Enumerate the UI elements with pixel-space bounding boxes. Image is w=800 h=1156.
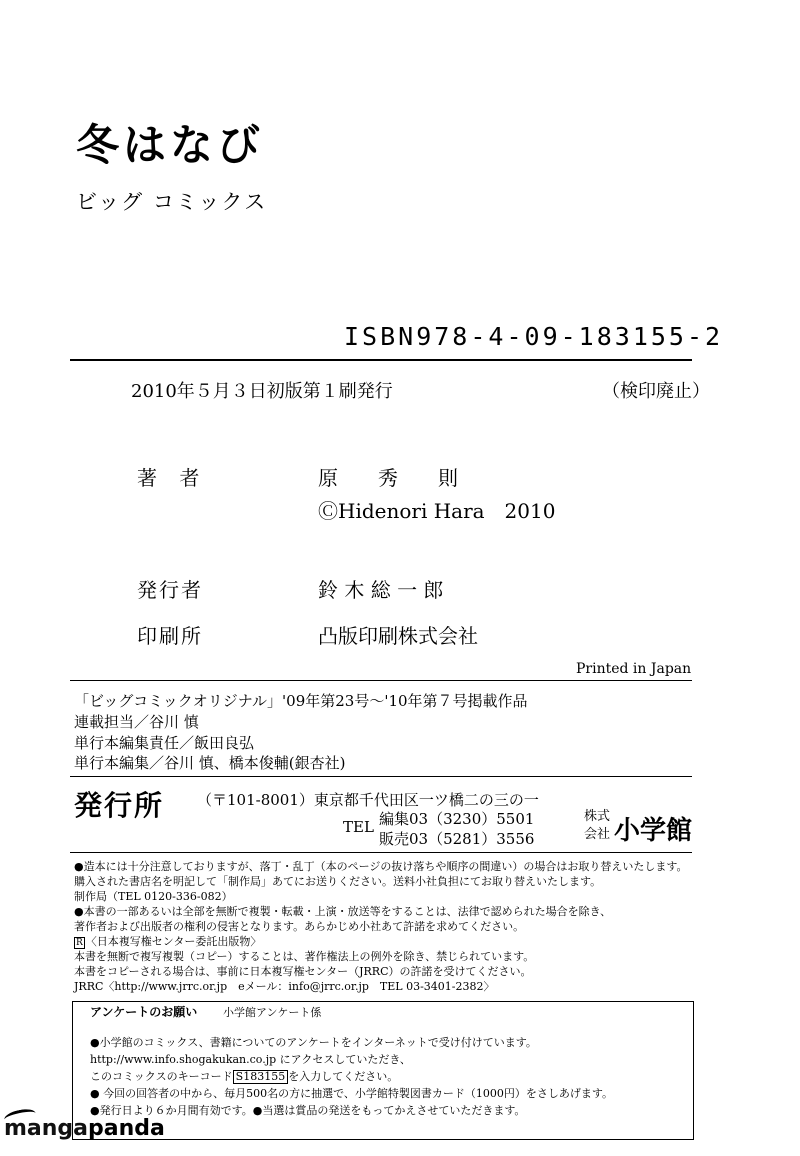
company-kind: [584, 808, 610, 844]
notice-line-3: 制作局（TEL 0120-336-082）: [74, 890, 233, 903]
company-kind-line2: 会社: [584, 827, 611, 842]
survey-department: 小学館アンケート係: [223, 1006, 322, 1019]
tel-label: TEL: [343, 818, 374, 836]
publisher-person-name: 鈴 木 総 一 郎: [318, 578, 444, 602]
watermark-logo: [4, 1116, 165, 1141]
watermark-part-1: manga: [4, 1116, 89, 1141]
notice-line-6-text: 〈日本複写権センター委託出版物〉: [85, 935, 262, 948]
seal-note: （検印廃止）: [602, 381, 710, 402]
tel-sales: 販売03（5281）3556: [379, 830, 535, 848]
first-edition-date: 2010年５月３日初版第１刷発行: [131, 381, 393, 402]
company-kind-line1: 株式: [584, 809, 611, 824]
publisher-address: （〒101-8001）東京都千代田区一ツ橋二の三の一: [197, 791, 539, 809]
notice-line-2: 購入された書店名を明記して「制作局」あてにお送りください。送料小社負担にてお取り替えいたします。: [74, 875, 602, 888]
notice-line-9: JRRC〈http://www.jrrc.or.jp eメール：info@jrrc.or.jp TEL 03-3401-2382〉: [74, 980, 495, 993]
publisher-rule: [70, 776, 692, 777]
survey-line-4: ● 今回の回答者の中から、毎月500名の方に抽選で、小学館特製図書カード（1000円）をさしあげます。: [90, 1087, 613, 1100]
notice-line-7: 本書を無断で複写複製（コピー）することは、著作権法上の例外を除き、禁じられています。: [74, 950, 535, 963]
watermark-part-2: panda: [88, 1116, 165, 1141]
notice-line-1: ●造本には十分注意しておりますが、落丁・乱丁（本のページの抜け落ちや順序の間違い）の場合はお取り替えいたします。: [74, 860, 688, 873]
notices-rule: [70, 852, 692, 853]
company-name: 小学館: [614, 816, 693, 846]
credit-line-book-editors: 単行本編集／谷川 慎、橋本俊輔(銀杏社): [74, 754, 346, 772]
credit-line-chief-editor: 単行本編集責任／飯田良弘: [74, 734, 255, 752]
survey-line-3-after: を入力してください。: [288, 1070, 399, 1083]
survey-line-3: [90, 1068, 398, 1084]
survey-line-1: ●小学館のコミックス、書籍についてのアンケートをインターネットで受け付けています。: [90, 1036, 537, 1049]
series-name: ビッグ コミックス: [76, 190, 268, 214]
survey-heading: アンケートのお願い: [90, 1005, 198, 1019]
credits-rule-top: [70, 680, 692, 681]
printer-name: 凸版印刷株式会社: [318, 624, 478, 648]
notice-line-4: ●本書の一部あるいは全部を無断で複製・転載・上演・放送等をすることは、法律で認められた場合を除き、: [74, 905, 612, 918]
book-title: 冬はなび: [76, 121, 264, 171]
printer-label: 印刷所: [137, 624, 203, 648]
isbn-number: ISBN978-4-09-183155-2: [344, 322, 724, 351]
survey-key-code: S183155: [233, 1070, 289, 1084]
isbn-rule: [70, 359, 692, 361]
printed-in-japan: Printed in Japan: [576, 661, 692, 677]
author-name: 原 秀 則: [318, 466, 458, 490]
publisher-person-label: 発行者: [137, 578, 203, 602]
survey-line-5: ●発行日より６か月間有効です。●当選は賞品の発送をもってかえさせていただきます。: [90, 1104, 526, 1117]
survey-line-3-before: このコミックスのキーコード: [90, 1070, 233, 1083]
publisher-label: 発行所: [74, 789, 165, 822]
copyright-line: ⒸHidenori Hara 2010: [318, 499, 556, 523]
survey-line-2: http://www.info.shogakukan.co.jp にアクセスしていただき、: [90, 1053, 411, 1066]
credit-line-serialization: 「ビッグコミックオリジナル」'09年第23号～'10年第７号掲載作品: [74, 692, 528, 710]
credit-line-editor: 連載担当／谷川 慎: [74, 713, 199, 731]
notice-line-5: 著作者および出版者の権利の侵害となります。あらかじめ小社あて許諾を求めてください。: [74, 920, 525, 933]
author-label: 著 者: [137, 466, 208, 490]
notice-line-8: 本書をコピーされる場合は、事前に日本複写権センター（JRRC）の許諾を受けてください。: [74, 965, 532, 978]
tel-editorial: 編集03（3230）5501: [379, 810, 535, 828]
notice-line-6: [74, 935, 261, 949]
registered-mark-icon: R: [76, 938, 83, 948]
